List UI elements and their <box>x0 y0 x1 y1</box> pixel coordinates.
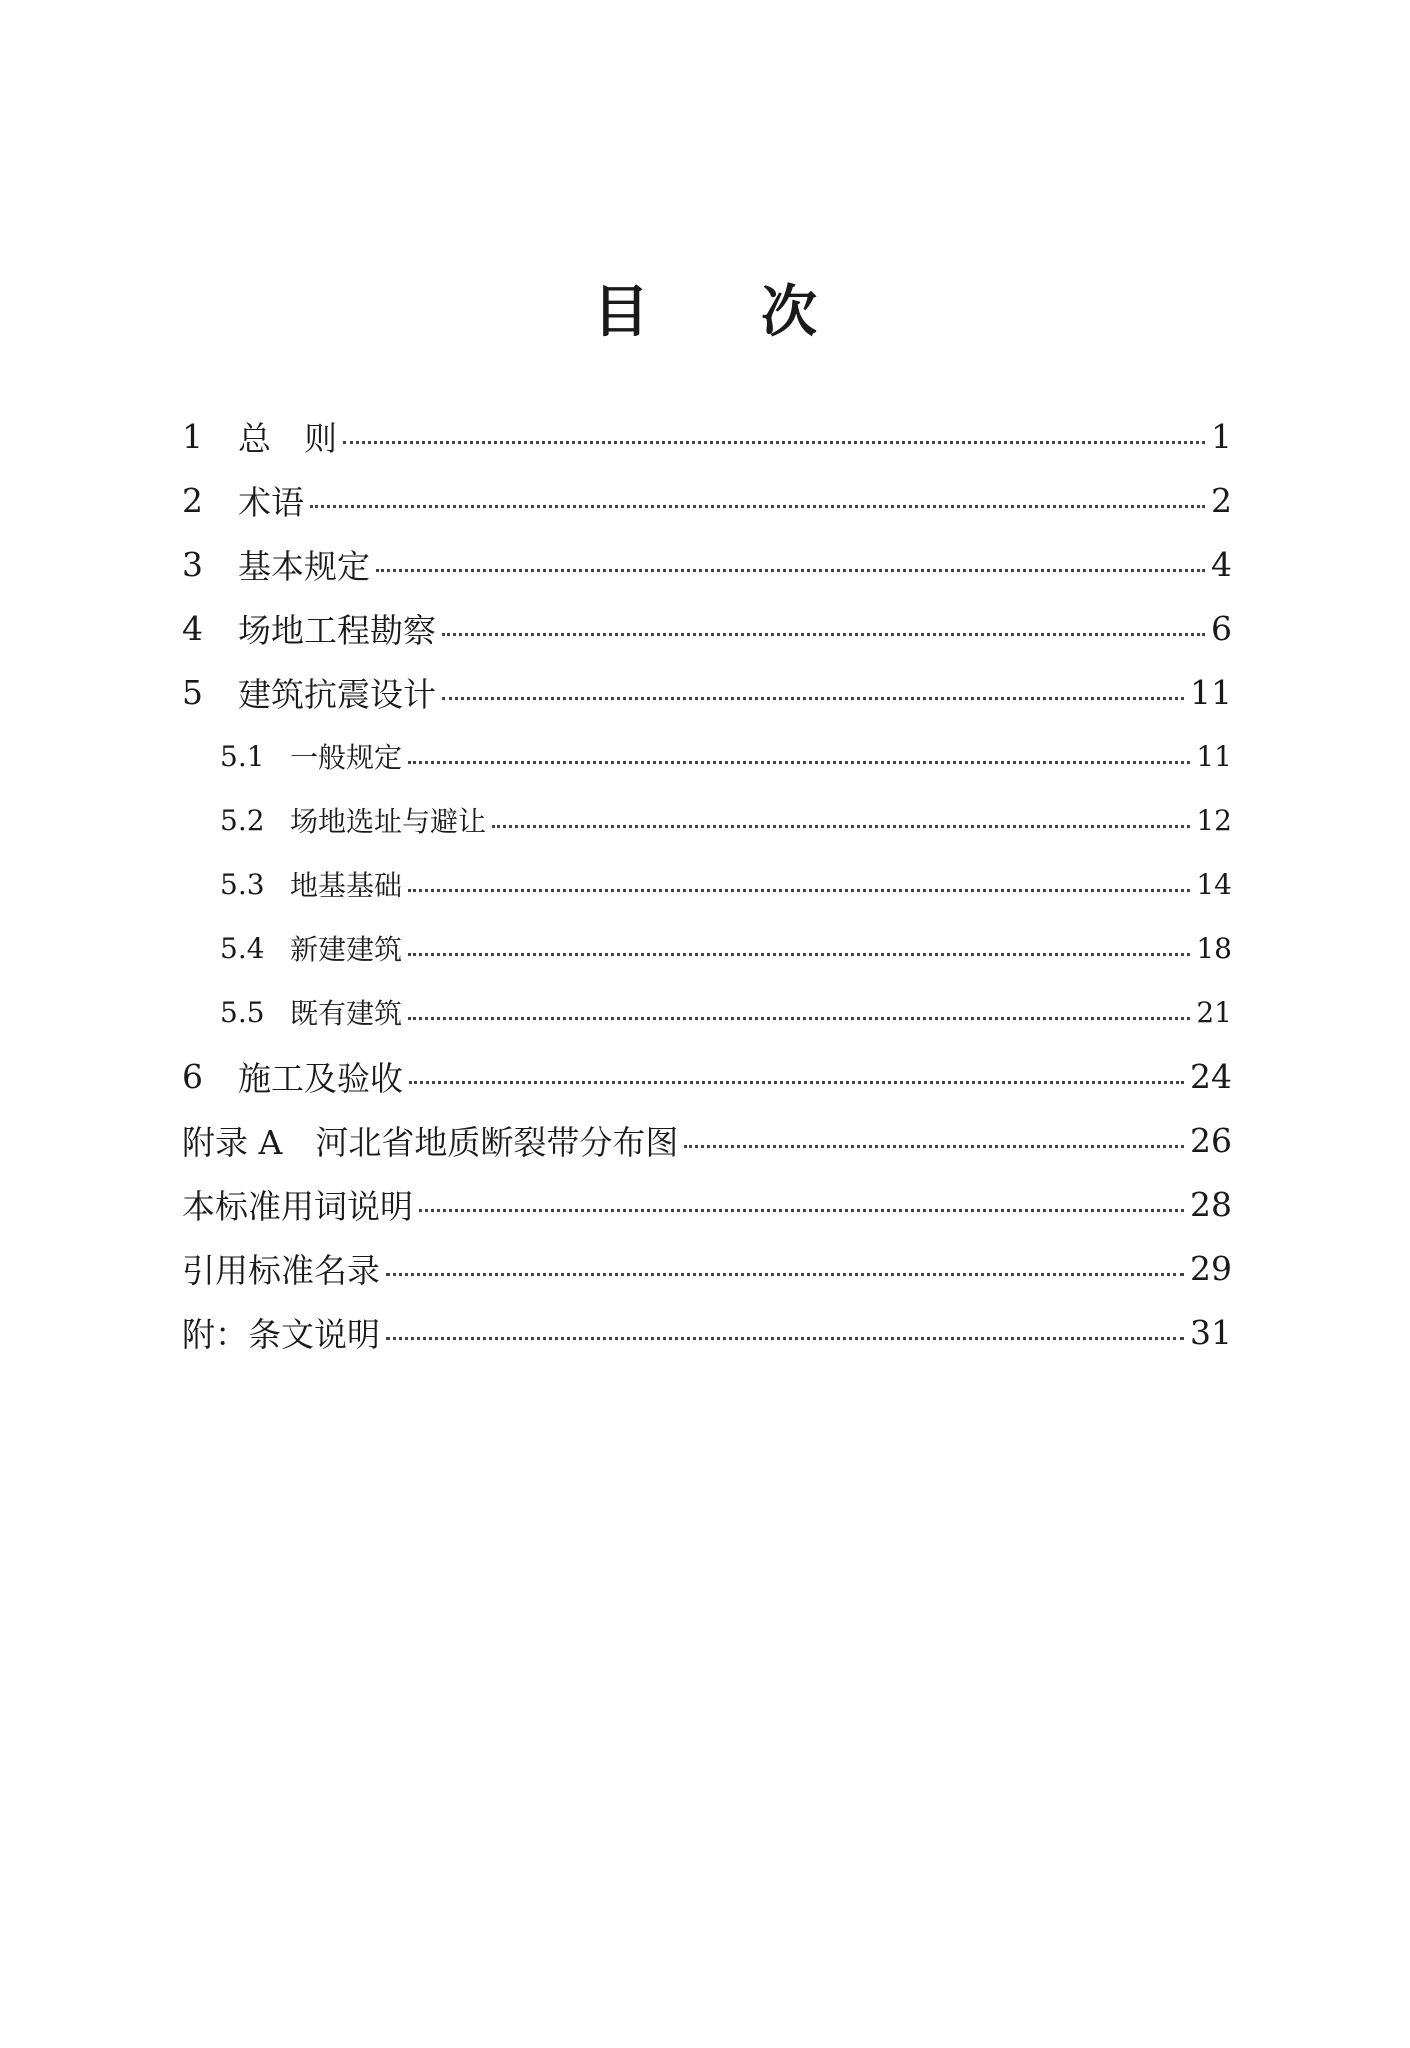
dot-leader <box>408 1017 1190 1020</box>
entry-title: 场地选址与避让 <box>290 805 487 838</box>
toc-entry-5-3[interactable] <box>182 852 1232 916</box>
entry-page: 14 <box>1196 867 1232 901</box>
entry-page: 12 <box>1196 803 1232 837</box>
entry-title: 本标准用词说明 <box>182 1186 413 1226</box>
toc-entry-5-1[interactable] <box>182 724 1232 788</box>
toc-entry-article-explanation[interactable] <box>182 1300 1232 1364</box>
entry-page: 24 <box>1190 1056 1232 1096</box>
toc-entry-1[interactable] <box>182 404 1232 468</box>
entry-page: 26 <box>1190 1120 1232 1160</box>
entry-page: 29 <box>1190 1248 1232 1288</box>
entry-page: 28 <box>1190 1184 1232 1224</box>
dot-leader <box>310 505 1205 508</box>
entry-number: 1 <box>182 416 203 456</box>
entry-page: 11 <box>1190 672 1232 712</box>
entry-title: 场地工程勘察 <box>238 610 436 650</box>
entry-page: 4 <box>1211 544 1232 584</box>
dot-leader <box>376 569 1205 572</box>
entry-page: 1 <box>1211 416 1232 456</box>
entry-title: 引用标准名录 <box>182 1250 380 1290</box>
entry-title: 新建建筑 <box>290 933 403 966</box>
dot-leader <box>408 761 1190 764</box>
entry-title: 建筑抗震设计 <box>238 674 436 714</box>
toc-entry-appendix-a[interactable] <box>182 1108 1232 1172</box>
dot-leader <box>442 697 1184 700</box>
entry-title: 附录 A 河北省地质断裂带分布图 <box>182 1122 679 1162</box>
entry-title: 术语 <box>238 482 304 522</box>
entry-number: 4 <box>182 608 203 648</box>
page-title <box>0 272 1410 352</box>
entry-page: 6 <box>1211 608 1232 648</box>
dot-leader <box>442 633 1205 636</box>
toc-entry-wording-explanation[interactable] <box>182 1172 1232 1236</box>
entry-number: 5.2 <box>220 803 265 837</box>
entry-title: 地基基础 <box>290 869 403 902</box>
toc-entry-5-4[interactable] <box>182 916 1232 980</box>
entry-title: 一般规定 <box>290 741 403 774</box>
entry-page: 2 <box>1211 480 1232 520</box>
toc-entry-2[interactable] <box>182 468 1232 532</box>
dot-leader <box>408 953 1190 956</box>
entry-title: 施工及验收 <box>238 1058 403 1098</box>
entry-number: 2 <box>182 480 203 520</box>
entry-title: 附：条文说明 <box>182 1314 380 1354</box>
entry-page: 31 <box>1190 1312 1232 1352</box>
dot-leader <box>408 889 1190 892</box>
entry-title: 基本规定 <box>238 546 370 586</box>
entry-number: 6 <box>182 1056 203 1096</box>
entry-title: 既有建筑 <box>290 997 403 1030</box>
entry-title: 总 则 <box>238 418 337 458</box>
entry-number: 5.3 <box>220 867 265 901</box>
toc-entry-referenced-standards[interactable] <box>182 1236 1232 1300</box>
dot-leader <box>492 825 1190 828</box>
entry-number: 5 <box>182 672 203 712</box>
dot-leader <box>684 1145 1184 1148</box>
toc-entry-3[interactable] <box>182 532 1232 596</box>
dot-leader <box>386 1337 1184 1340</box>
title-char-1: 目 <box>593 279 649 345</box>
dot-leader <box>343 441 1205 444</box>
entry-page: 21 <box>1196 995 1232 1029</box>
entry-page: 11 <box>1196 739 1232 773</box>
entry-number: 5.4 <box>220 931 265 965</box>
entry-number: 5.5 <box>220 995 265 1029</box>
dot-leader <box>409 1081 1184 1084</box>
table-of-contents <box>182 404 1232 1364</box>
dot-leader <box>419 1209 1184 1212</box>
dot-leader <box>386 1273 1184 1276</box>
toc-entry-5[interactable] <box>182 660 1232 724</box>
entry-number: 5.1 <box>220 739 265 773</box>
entry-number: 3 <box>182 544 203 584</box>
toc-entry-5-5[interactable] <box>182 980 1232 1044</box>
toc-entry-6[interactable] <box>182 1044 1232 1108</box>
toc-entry-4[interactable] <box>182 596 1232 660</box>
entry-page: 18 <box>1196 931 1232 965</box>
title-char-2: 次 <box>761 279 817 345</box>
toc-entry-5-2[interactable] <box>182 788 1232 852</box>
